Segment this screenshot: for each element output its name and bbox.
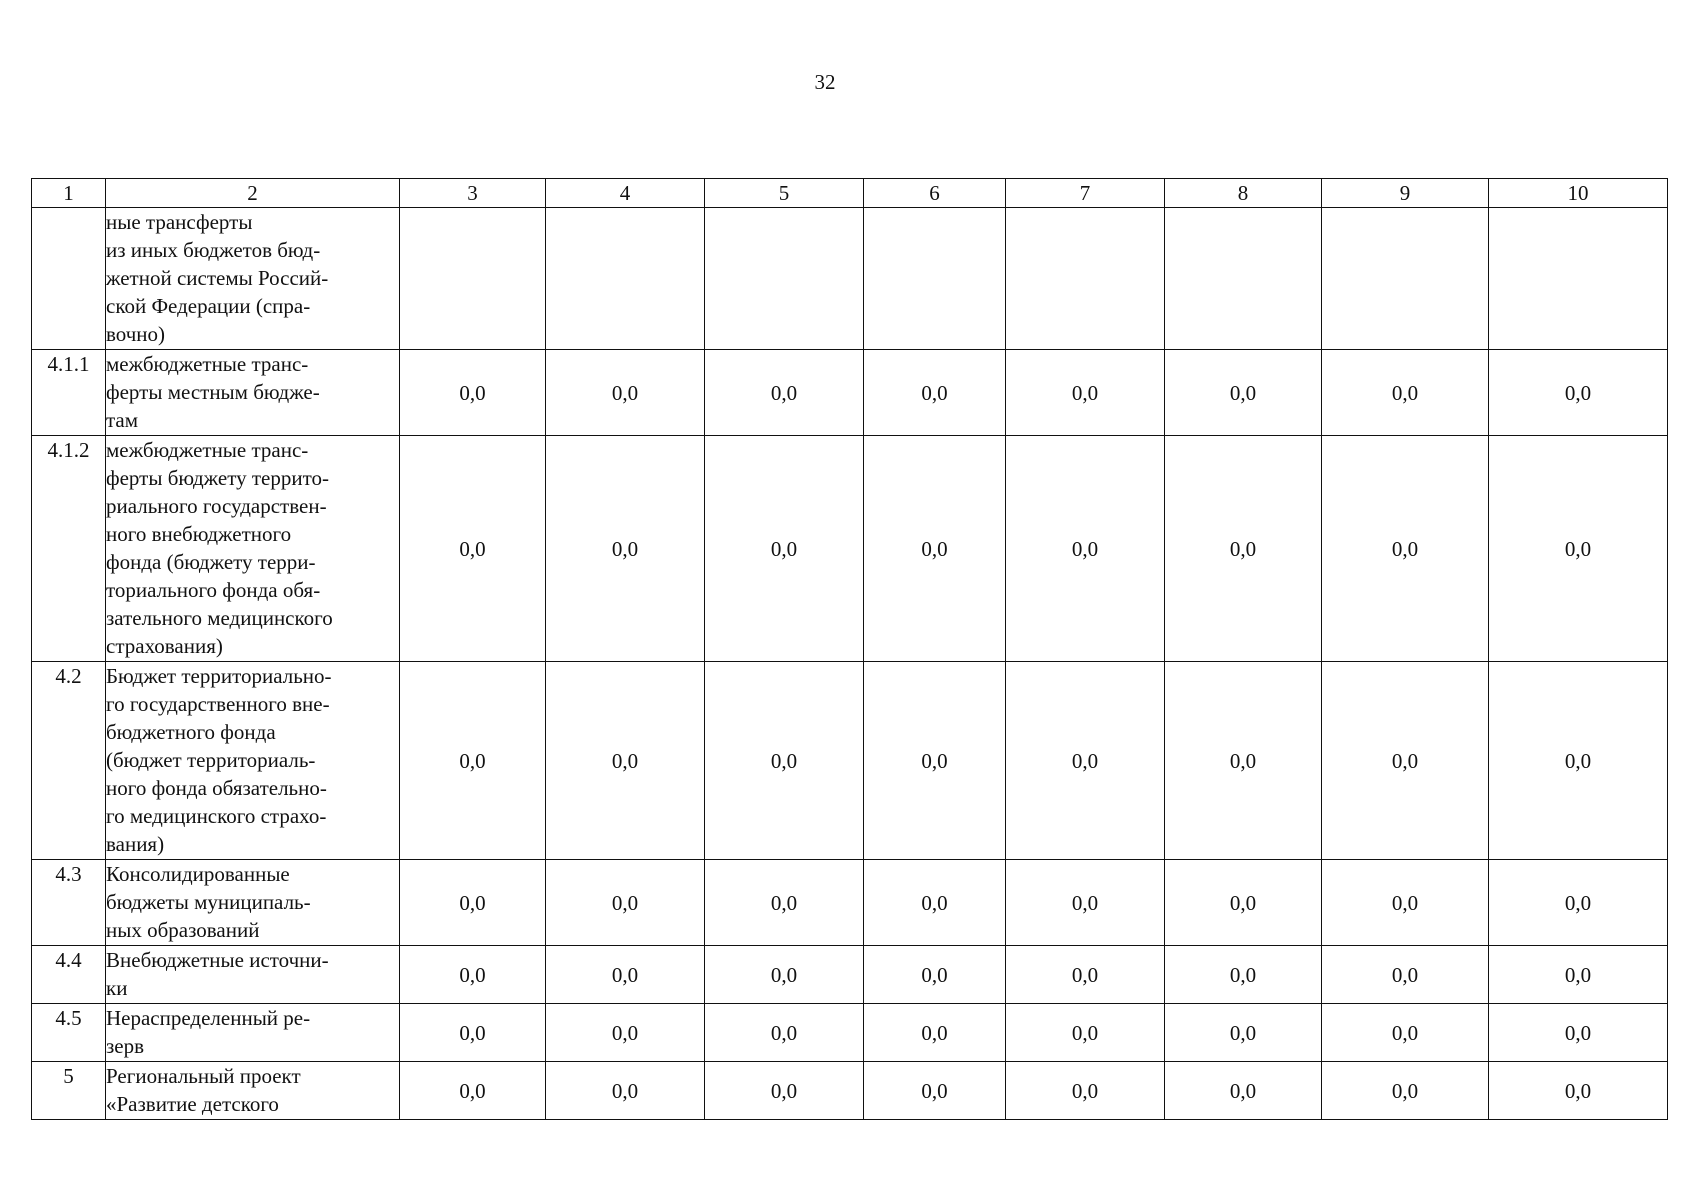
description-line: Региональный проект [106,1064,301,1088]
value-cell: 0,0 [864,350,1006,436]
row-description [106,946,400,1004]
value-cell: 0,0 [1006,436,1165,662]
value-cell: 0,0 [1165,436,1322,662]
value-cell: 0,0 [546,436,705,662]
description-line: риального государствен- [106,494,327,518]
row-description [106,208,400,350]
description-line: страхования) [106,634,223,658]
description-line: Консолидированные [106,862,290,886]
value-cell: 0,0 [1165,662,1322,860]
description-line: жетной системы Россий- [106,266,329,290]
value-cell: 0,0 [864,436,1006,662]
row-number: 4.2 [32,662,106,860]
value-cell: 0,0 [1165,946,1322,1004]
description-line: ки [106,976,128,1000]
value-cell [1322,208,1489,350]
value-cell: 0,0 [1006,662,1165,860]
description-line: зательного медицинского [106,606,333,630]
value-cell: 0,0 [1489,860,1668,946]
value-cell: 0,0 [1489,350,1668,436]
table-row [32,1062,1668,1120]
description-line: го медицинского страхо- [106,804,327,828]
value-cell: 0,0 [400,1004,546,1062]
description-line: там [106,408,139,432]
column-header: 6 [864,179,1006,208]
row-description [106,1004,400,1062]
table-row [32,1004,1668,1062]
value-cell [546,208,705,350]
column-header: 9 [1322,179,1489,208]
description-line: межбюджетные транс- [106,352,309,376]
table-row [32,436,1668,662]
value-cell: 0,0 [1165,1004,1322,1062]
value-cell: 0,0 [1006,860,1165,946]
value-cell: 0,0 [1006,350,1165,436]
description-line: ториального фонда обя- [106,578,321,602]
value-cell [400,208,546,350]
description-line: Внебюджетные источни- [106,948,329,972]
description-line: ного фонда обязательно- [106,776,327,800]
value-cell: 0,0 [1006,1062,1165,1120]
value-cell: 0,0 [1006,1004,1165,1062]
row-number: 4.3 [32,860,106,946]
description-line: из иных бюджетов бюд- [106,238,321,262]
value-cell [1006,208,1165,350]
value-cell: 0,0 [1489,1062,1668,1120]
description-line: ской Федерации (спра- [106,294,311,318]
value-cell: 0,0 [1165,1062,1322,1120]
value-cell: 0,0 [400,350,546,436]
page-number: 32 [814,70,836,94]
value-cell [705,208,864,350]
value-cell: 0,0 [705,350,864,436]
value-cell: 0,0 [705,860,864,946]
value-cell: 0,0 [705,1004,864,1062]
value-cell: 0,0 [400,662,546,860]
value-cell: 0,0 [1489,946,1668,1004]
column-header: 2 [106,179,400,208]
description-line: Нераспределенный ре- [106,1006,311,1030]
value-cell: 0,0 [705,1062,864,1120]
value-cell: 0,0 [546,662,705,860]
description-line: «Развитие детского [106,1092,279,1116]
row-number: 4.1.1 [32,350,106,436]
row-description [106,1062,400,1120]
column-header: 10 [1489,179,1668,208]
value-cell: 0,0 [1322,1062,1489,1120]
row-description [106,662,400,860]
value-cell: 0,0 [1322,1004,1489,1062]
value-cell: 0,0 [546,1062,705,1120]
value-cell: 0,0 [1322,436,1489,662]
value-cell: 0,0 [1006,946,1165,1004]
description-line: вочно) [106,322,166,346]
table-row [32,662,1668,860]
description-line: го государственного вне- [106,692,330,716]
description-line: ферты местным бюдже- [106,380,320,404]
row-description [106,860,400,946]
description-line: вания) [106,832,165,856]
budget-table [31,178,1668,1120]
value-cell: 0,0 [546,350,705,436]
table-row [32,208,1668,350]
table-row [32,860,1668,946]
column-header: 3 [400,179,546,208]
column-header: 1 [32,179,106,208]
row-number: 4.5 [32,1004,106,1062]
row-number: 4.1.2 [32,436,106,662]
value-cell: 0,0 [1322,350,1489,436]
value-cell: 0,0 [1489,436,1668,662]
description-line: фонда (бюджету терри- [106,550,316,574]
value-cell: 0,0 [864,1062,1006,1120]
row-number: 4.4 [32,946,106,1004]
value-cell: 0,0 [400,1062,546,1120]
description-line: бюджетного фонда [106,720,276,744]
value-cell: 0,0 [864,860,1006,946]
table-body [32,179,1668,1120]
table-row [32,946,1668,1004]
header-row [32,179,1668,208]
description-line: ного внебюджетного [106,522,292,546]
description-line: ферты бюджету террито- [106,466,330,490]
column-header: 4 [546,179,705,208]
value-cell: 0,0 [546,946,705,1004]
row-number: 5 [32,1062,106,1120]
value-cell: 0,0 [864,662,1006,860]
value-cell: 0,0 [1489,1004,1668,1062]
value-cell: 0,0 [1165,350,1322,436]
value-cell: 0,0 [546,1004,705,1062]
description-line: зерв [106,1034,145,1058]
column-header: 8 [1165,179,1322,208]
row-description [106,436,400,662]
value-cell: 0,0 [400,946,546,1004]
value-cell: 0,0 [864,946,1006,1004]
value-cell: 0,0 [546,860,705,946]
row-description [106,350,400,436]
value-cell: 0,0 [1322,662,1489,860]
value-cell: 0,0 [1489,662,1668,860]
value-cell: 0,0 [705,662,864,860]
value-cell: 0,0 [1322,946,1489,1004]
value-cell: 0,0 [864,1004,1006,1062]
value-cell: 0,0 [400,860,546,946]
description-line: (бюджет территориаль- [106,748,316,772]
value-cell [1489,208,1668,350]
table-row [32,350,1668,436]
row-number [32,208,106,350]
value-cell: 0,0 [705,436,864,662]
description-line: Бюджет территориально- [106,664,332,688]
description-line: межбюджетные транс- [106,438,309,462]
column-header: 5 [705,179,864,208]
value-cell: 0,0 [400,436,546,662]
value-cell: 0,0 [1322,860,1489,946]
value-cell [1165,208,1322,350]
value-cell: 0,0 [1165,860,1322,946]
value-cell: 0,0 [705,946,864,1004]
description-line: ные трансферты [106,210,253,234]
column-header: 7 [1006,179,1165,208]
description-line: ных образований [106,918,260,942]
description-line: бюджеты муниципаль- [106,890,311,914]
value-cell [864,208,1006,350]
